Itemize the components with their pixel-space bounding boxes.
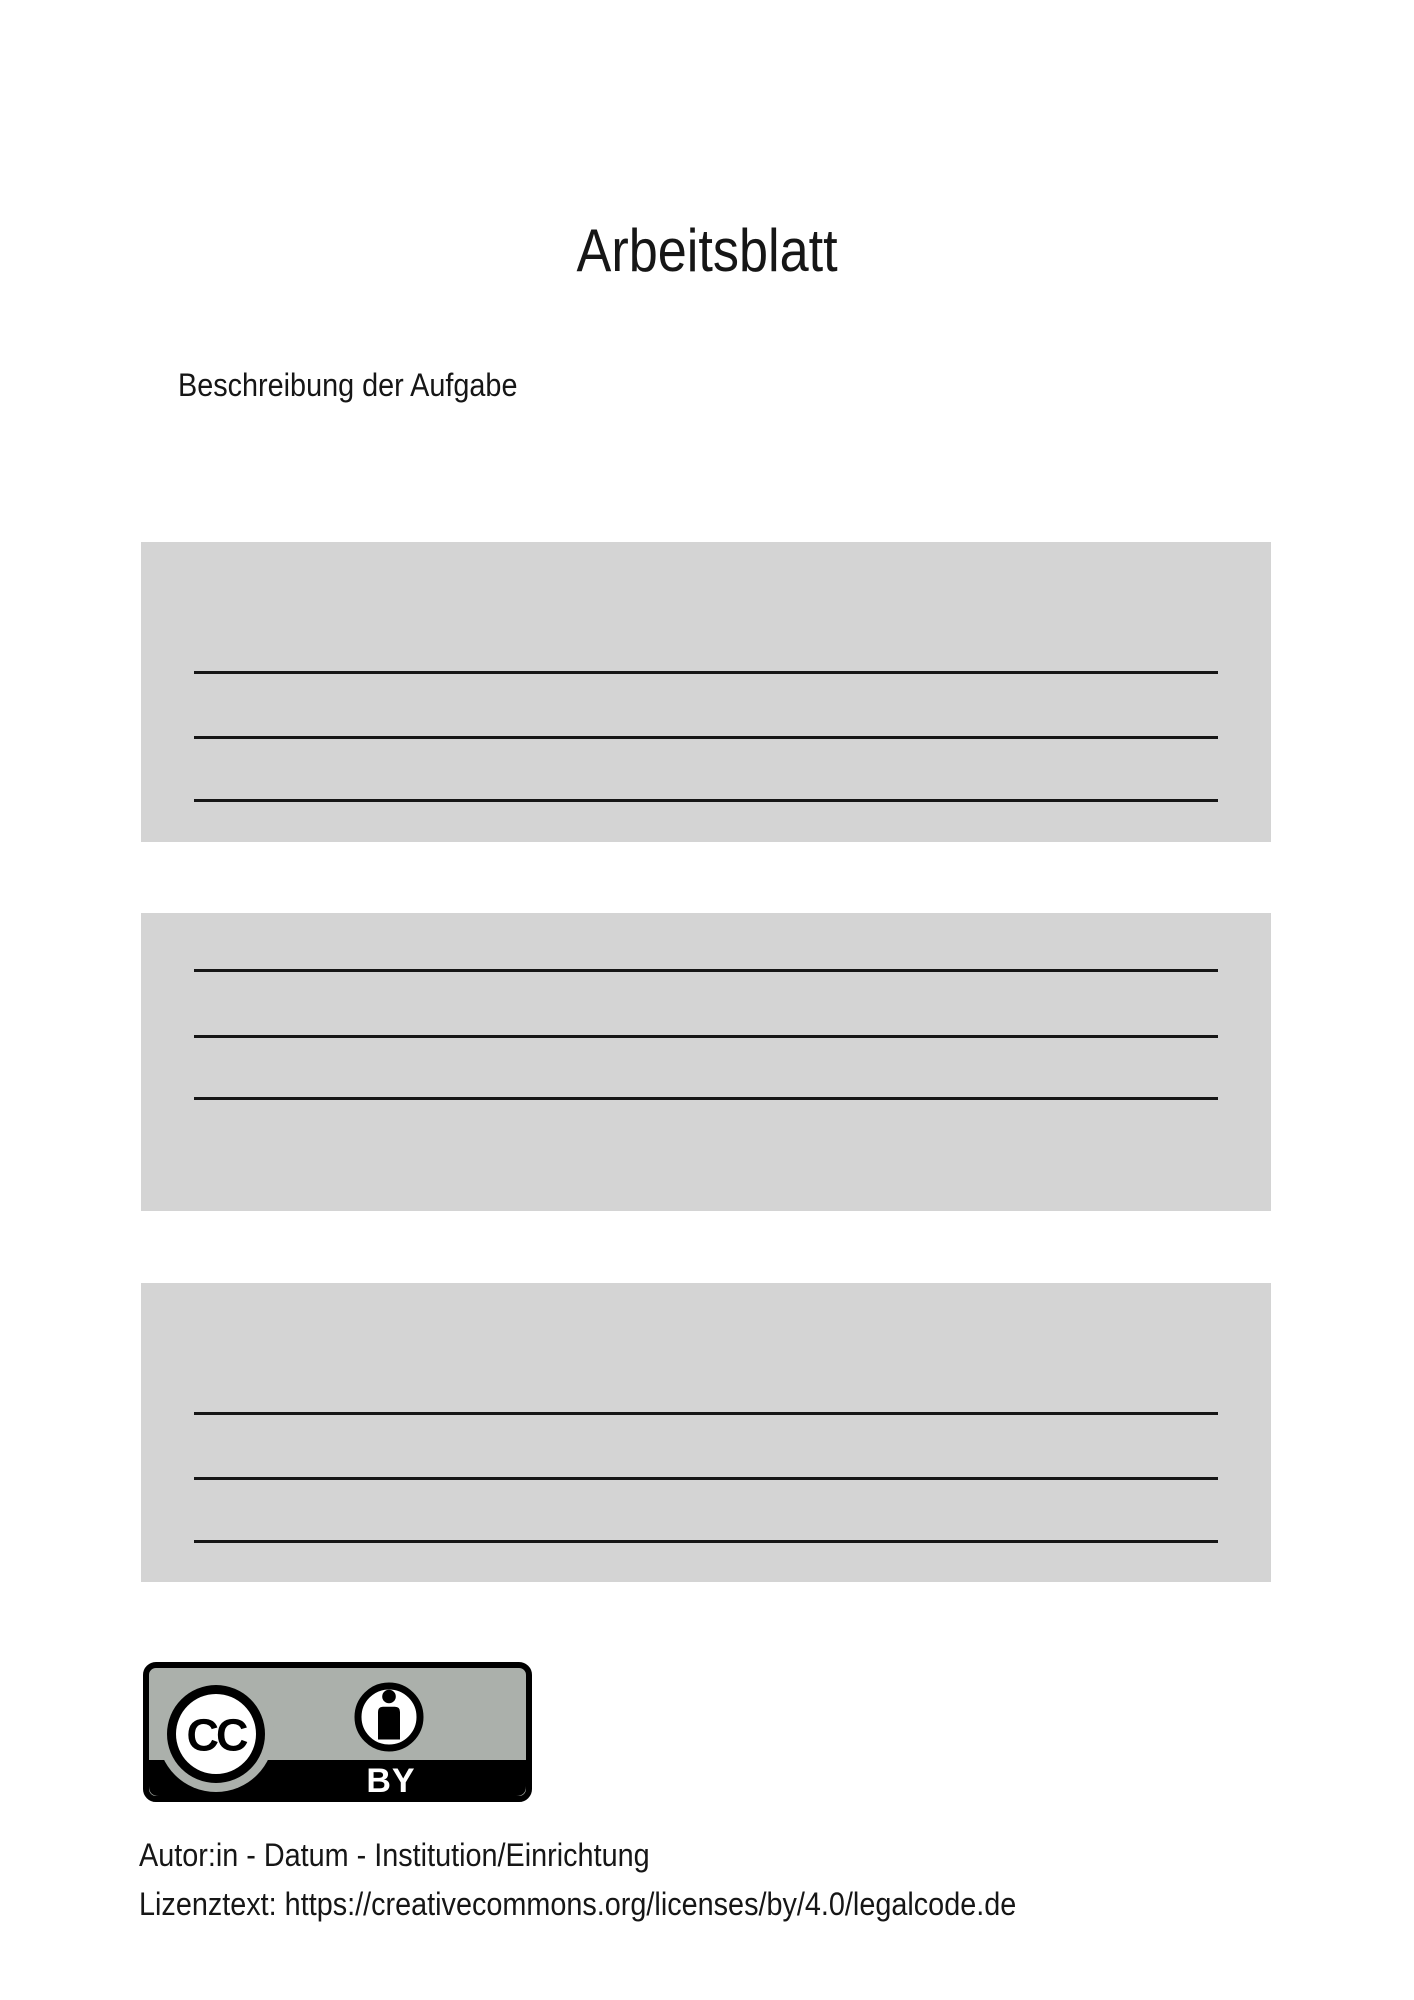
by-label: BY — [366, 1762, 416, 1800]
writing-line — [194, 736, 1218, 739]
writing-line — [194, 1540, 1218, 1543]
answer-box-2 — [141, 913, 1271, 1211]
cc-by-license-badge — [143, 1662, 532, 1802]
attribution-line: Autor:in - Datum - Institution/Einrichtung — [139, 1837, 650, 1873]
page-title-row — [0, 217, 1414, 284]
task-description-label: Beschreibung der Aufgabe — [178, 367, 518, 403]
person-body — [378, 1707, 400, 1740]
writing-line — [194, 1035, 1218, 1038]
writing-line — [194, 1412, 1218, 1415]
writing-line — [194, 969, 1218, 972]
writing-line — [194, 799, 1218, 802]
answer-box-3 — [141, 1283, 1271, 1582]
cc-logo-letters: CC — [186, 1709, 246, 1761]
writing-line — [194, 1097, 1218, 1100]
writing-line — [194, 671, 1218, 674]
page-title: Arbeitsblatt — [576, 217, 838, 284]
cc-by-badge-graphic — [143, 1662, 532, 1802]
footer — [139, 1831, 1114, 1929]
task-description-row — [178, 366, 555, 404]
writing-line — [194, 1477, 1218, 1480]
license-text-line: Lizenztext: https://creativecommons.org/licenses/by/4.0/legalcode.de — [139, 1886, 1017, 1922]
answer-box-1 — [141, 542, 1271, 842]
person-head — [382, 1690, 396, 1704]
